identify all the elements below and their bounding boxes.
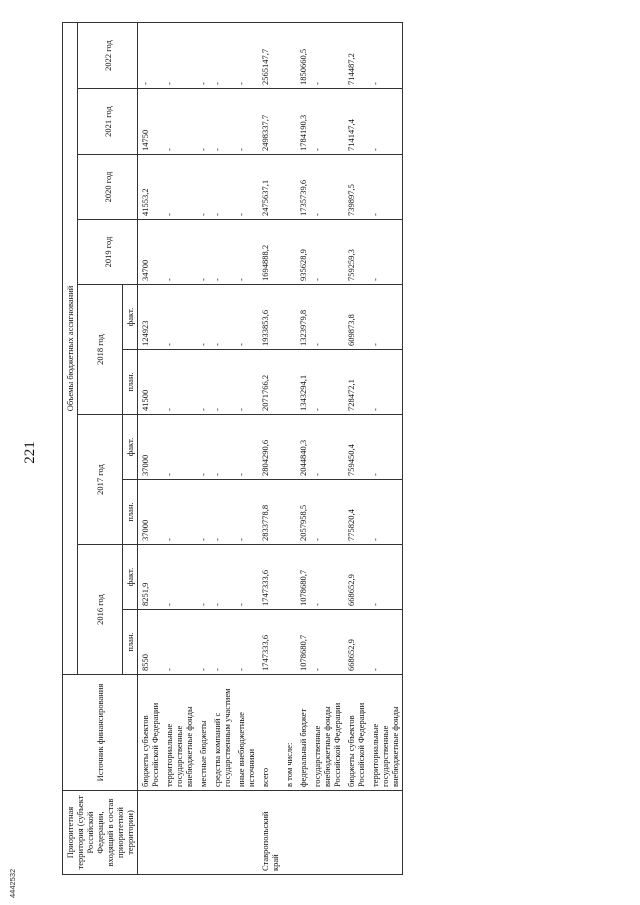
value-cell: - [234, 89, 258, 155]
table-row [310, 22, 344, 874]
value-cell: 2044840,3 [296, 415, 310, 480]
value-cell: - [210, 22, 234, 88]
table-row [138, 22, 163, 874]
value-cell: - [196, 22, 210, 88]
value-cell: 2804290,6 [258, 415, 282, 480]
value-cell: 728472,1 [344, 350, 368, 415]
header-territory: Приоритетная территория (субъект Российской Федерации, входящий в состав приоритетной территории) [63, 791, 138, 875]
header-fact-2016: факт. [123, 545, 138, 610]
source-cell: всего [258, 675, 282, 791]
value-cell: 8251,9 [138, 545, 163, 610]
value-cell: - [234, 415, 258, 480]
value-cell [282, 415, 296, 480]
budget-table [62, 22, 403, 875]
doc-id-stamp [8, 838, 20, 898]
value-cell: - [210, 89, 234, 155]
value-cell: - [310, 415, 344, 480]
value-cell: - [368, 350, 403, 415]
value-cell: - [196, 155, 210, 220]
table-row [368, 22, 403, 874]
value-cell: - [234, 610, 258, 675]
header-plan-2016: план. [123, 610, 138, 675]
value-cell: - [234, 545, 258, 610]
territory-cell [368, 791, 403, 875]
value-cell: 1735739,6 [296, 155, 310, 220]
value-cell [282, 220, 296, 285]
value-cell: - [310, 285, 344, 350]
value-cell: - [310, 350, 344, 415]
value-cell: 759259,3 [344, 220, 368, 285]
value-cell: 1747333,6 [258, 545, 282, 610]
source-cell: федеральный бюджет [296, 675, 310, 791]
table-row [296, 22, 310, 874]
value-cell: - [310, 89, 344, 155]
value-cell: - [368, 285, 403, 350]
value-cell: 37000 [138, 415, 163, 480]
source-cell: бюджеты субъектов Российской Федерации [344, 675, 368, 791]
value-cell: - [210, 155, 234, 220]
value-cell: 1933853,6 [258, 285, 282, 350]
value-cell: - [368, 415, 403, 480]
header-fact-2017: факт. [123, 415, 138, 480]
value-cell: 2498337,7 [258, 89, 282, 155]
value-cell: - [234, 155, 258, 220]
header-year-2017: 2017 год [78, 415, 123, 545]
value-cell: 714487,2 [344, 22, 368, 88]
value-cell [282, 89, 296, 155]
value-cell: - [162, 155, 196, 220]
territory-cell [234, 791, 258, 875]
value-cell: 759450,4 [344, 415, 368, 480]
territory-cell [296, 791, 310, 875]
value-cell: 41553,2 [138, 155, 163, 220]
value-cell [282, 155, 296, 220]
value-cell: 1694888,2 [258, 220, 282, 285]
value-cell: - [368, 89, 403, 155]
header-budget-volumes: Объемы бюджетных ассигнований [63, 22, 78, 674]
value-cell: - [234, 350, 258, 415]
value-cell: 1078680,7 [296, 545, 310, 610]
value-cell: 2833778,8 [258, 480, 282, 545]
territory-cell: Ставропольский край [258, 791, 282, 875]
value-cell: 2565147,7 [258, 22, 282, 88]
header-plan-2018: план. [123, 350, 138, 415]
value-cell: 37000 [138, 480, 163, 545]
value-cell: - [162, 415, 196, 480]
value-cell: - [234, 220, 258, 285]
value-cell: - [368, 610, 403, 675]
doc-id: 4442532 [8, 868, 17, 898]
value-cell [282, 480, 296, 545]
value-cell: - [234, 480, 258, 545]
territory-cell [210, 791, 234, 875]
value-cell: 775820,4 [344, 480, 368, 545]
value-cell: - [234, 22, 258, 88]
territory-cell [344, 791, 368, 875]
header-source: Источник финансирования [63, 675, 138, 791]
value-cell: 124923 [138, 285, 163, 350]
value-cell: - [368, 155, 403, 220]
value-cell [282, 545, 296, 610]
value-cell: 34700 [138, 220, 163, 285]
value-cell: - [210, 610, 234, 675]
value-cell: - [234, 285, 258, 350]
source-cell: территориальные государственные внебюджетные фонды [368, 675, 403, 791]
value-cell: - [196, 350, 210, 415]
header-year-2022: 2022 год [78, 22, 138, 88]
value-cell: - [310, 545, 344, 610]
value-cell: - [162, 545, 196, 610]
source-cell: средства компаний с государственным участием [210, 675, 234, 791]
value-cell: 1784190,3 [296, 89, 310, 155]
value-cell: - [368, 22, 403, 88]
value-cell: 2057958,5 [296, 480, 310, 545]
value-cell: - [210, 415, 234, 480]
value-cell: - [162, 89, 196, 155]
source-cell: местные бюджеты [196, 675, 210, 791]
value-cell: - [162, 350, 196, 415]
header-plan-2017: план. [123, 480, 138, 545]
territory-cell [310, 791, 344, 875]
header-year-2018: 2018 год [78, 285, 123, 415]
table-body [138, 22, 403, 874]
value-cell [282, 350, 296, 415]
value-cell: 2475637,1 [258, 155, 282, 220]
value-cell [282, 610, 296, 675]
value-cell: - [310, 22, 344, 88]
source-cell: бюджеты субъектов Российской Федерации [138, 675, 163, 791]
value-cell: 739897,5 [344, 155, 368, 220]
territory-cell [282, 791, 296, 875]
value-cell: - [138, 22, 163, 88]
value-cell: - [210, 350, 234, 415]
value-cell: 1323979,8 [296, 285, 310, 350]
value-cell: - [196, 285, 210, 350]
table-row [210, 22, 234, 874]
value-cell: - [196, 480, 210, 545]
header-year-2016: 2016 год [78, 545, 123, 675]
value-cell: 1343294,1 [296, 350, 310, 415]
header-year-2019: 2019 год [78, 220, 138, 285]
table-row [196, 22, 210, 874]
territory-cell [162, 791, 196, 875]
table-row [282, 22, 296, 874]
value-cell: - [196, 220, 210, 285]
value-cell: 1850660,5 [296, 22, 310, 88]
value-cell: - [196, 89, 210, 155]
value-cell: 41500 [138, 350, 163, 415]
value-cell: - [368, 220, 403, 285]
table-row [344, 22, 368, 874]
value-cell [282, 22, 296, 88]
value-cell: 1747333,6 [258, 610, 282, 675]
value-cell: 1078680,7 [296, 610, 310, 675]
value-cell: - [310, 220, 344, 285]
header-year-2020: 2020 год [78, 155, 138, 220]
source-cell: территориальные государственные внебюджетные фонды [162, 675, 196, 791]
value-cell: 14750 [138, 89, 163, 155]
value-cell: - [310, 155, 344, 220]
value-cell: - [210, 545, 234, 610]
value-cell: 609873,8 [344, 285, 368, 350]
value-cell: - [196, 610, 210, 675]
value-cell: - [368, 480, 403, 545]
value-cell: - [310, 480, 344, 545]
table-row [234, 22, 258, 874]
value-cell: 714147,4 [344, 89, 368, 155]
value-cell: - [162, 285, 196, 350]
value-cell: - [162, 22, 196, 88]
source-cell: государственные внебюджетные фонды Российской Федерации [310, 675, 344, 791]
table-row [258, 22, 282, 874]
value-cell: - [162, 220, 196, 285]
value-cell: - [196, 545, 210, 610]
header-fact-2018: факт. [123, 285, 138, 350]
value-cell: - [368, 545, 403, 610]
value-cell: - [162, 480, 196, 545]
value-cell: 8550 [138, 610, 163, 675]
value-cell: 668652,9 [344, 545, 368, 610]
value-cell [282, 285, 296, 350]
table-row [162, 22, 196, 874]
value-cell: 668652,9 [344, 610, 368, 675]
territory-cell [196, 791, 210, 875]
value-cell: - [162, 610, 196, 675]
source-cell: иные внебюджетные источники [234, 675, 258, 791]
value-cell: 2071766,2 [258, 350, 282, 415]
value-cell: - [196, 415, 210, 480]
value-cell: 935628,9 [296, 220, 310, 285]
source-cell: в том числе: [282, 675, 296, 791]
value-cell: - [210, 285, 234, 350]
value-cell: - [210, 220, 234, 285]
territory-cell [138, 791, 163, 875]
header-year-2021: 2021 год [78, 89, 138, 155]
value-cell: - [310, 610, 344, 675]
value-cell: - [210, 480, 234, 545]
page-number: 221 [22, 441, 38, 464]
